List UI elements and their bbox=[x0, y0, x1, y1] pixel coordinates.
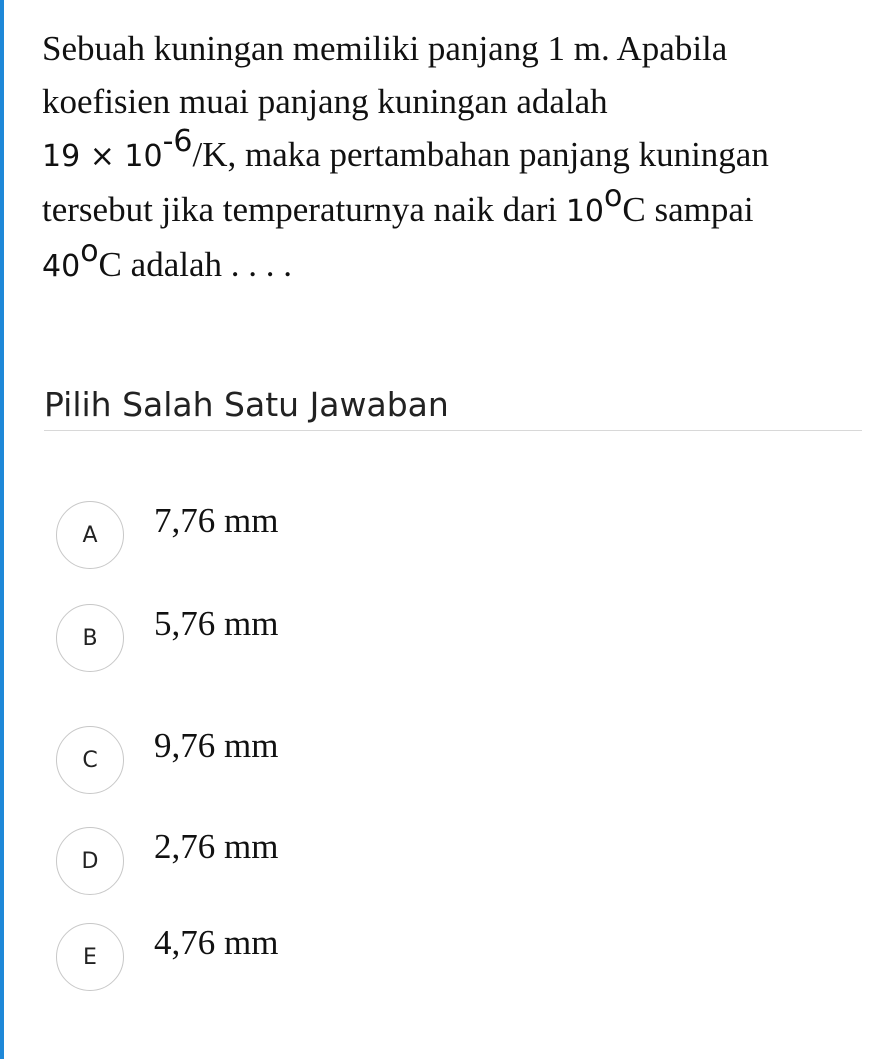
celsius-unit: C bbox=[622, 190, 646, 229]
option-d-letter-circle[interactable]: D bbox=[56, 827, 124, 895]
question-line-3-rest: /K, maka pertambahan panjang kuningan bbox=[192, 135, 769, 174]
question-line-4-pre: tersebut jika temperaturnya naik dari bbox=[42, 190, 566, 229]
option-c-letter-circle[interactable]: C bbox=[56, 726, 124, 794]
coefficient-base: 19 × 10 bbox=[42, 139, 163, 174]
option-e-text[interactable]: 4,76 mm bbox=[154, 923, 279, 962]
option-d[interactable] bbox=[56, 826, 278, 896]
section-divider bbox=[44, 430, 862, 431]
coefficient-exponent: -6 bbox=[162, 124, 193, 160]
section-title: Pilih Salah Satu Jawaban bbox=[44, 385, 449, 424]
question-line-3 bbox=[42, 124, 862, 183]
question-line-1: Sebuah kuningan memiliki panjang 1 m. Apabila bbox=[42, 29, 728, 68]
option-c-text[interactable]: 9,76 mm bbox=[154, 726, 279, 765]
option-b-letter-circle[interactable]: B bbox=[56, 604, 124, 672]
option-a-letter-circle[interactable]: A bbox=[56, 501, 124, 569]
option-e-letter-circle[interactable]: E bbox=[56, 923, 124, 991]
option-b-text[interactable]: 5,76 mm bbox=[154, 604, 279, 643]
question-line-4 bbox=[42, 179, 862, 238]
question-line-5 bbox=[42, 234, 862, 293]
option-e[interactable] bbox=[56, 922, 278, 992]
question-line-2: koefisien muai panjang kuningan adalah bbox=[42, 82, 608, 121]
celsius-unit-2: C bbox=[98, 245, 122, 284]
question-text bbox=[42, 22, 862, 293]
temperature-end: 40 bbox=[42, 249, 81, 284]
option-d-text[interactable]: 2,76 mm bbox=[154, 827, 279, 866]
question-line-5-post: adalah . . . . bbox=[121, 245, 292, 284]
temperature-start: 10 bbox=[565, 194, 605, 229]
option-a-text[interactable]: 7,76 mm bbox=[154, 501, 279, 540]
option-c[interactable] bbox=[56, 725, 278, 795]
degree-symbol-2: o bbox=[80, 234, 99, 270]
option-a[interactable] bbox=[56, 500, 278, 570]
degree-symbol: o bbox=[604, 179, 623, 215]
option-b[interactable] bbox=[56, 603, 278, 673]
question-line-4-post: sampai bbox=[645, 190, 754, 229]
